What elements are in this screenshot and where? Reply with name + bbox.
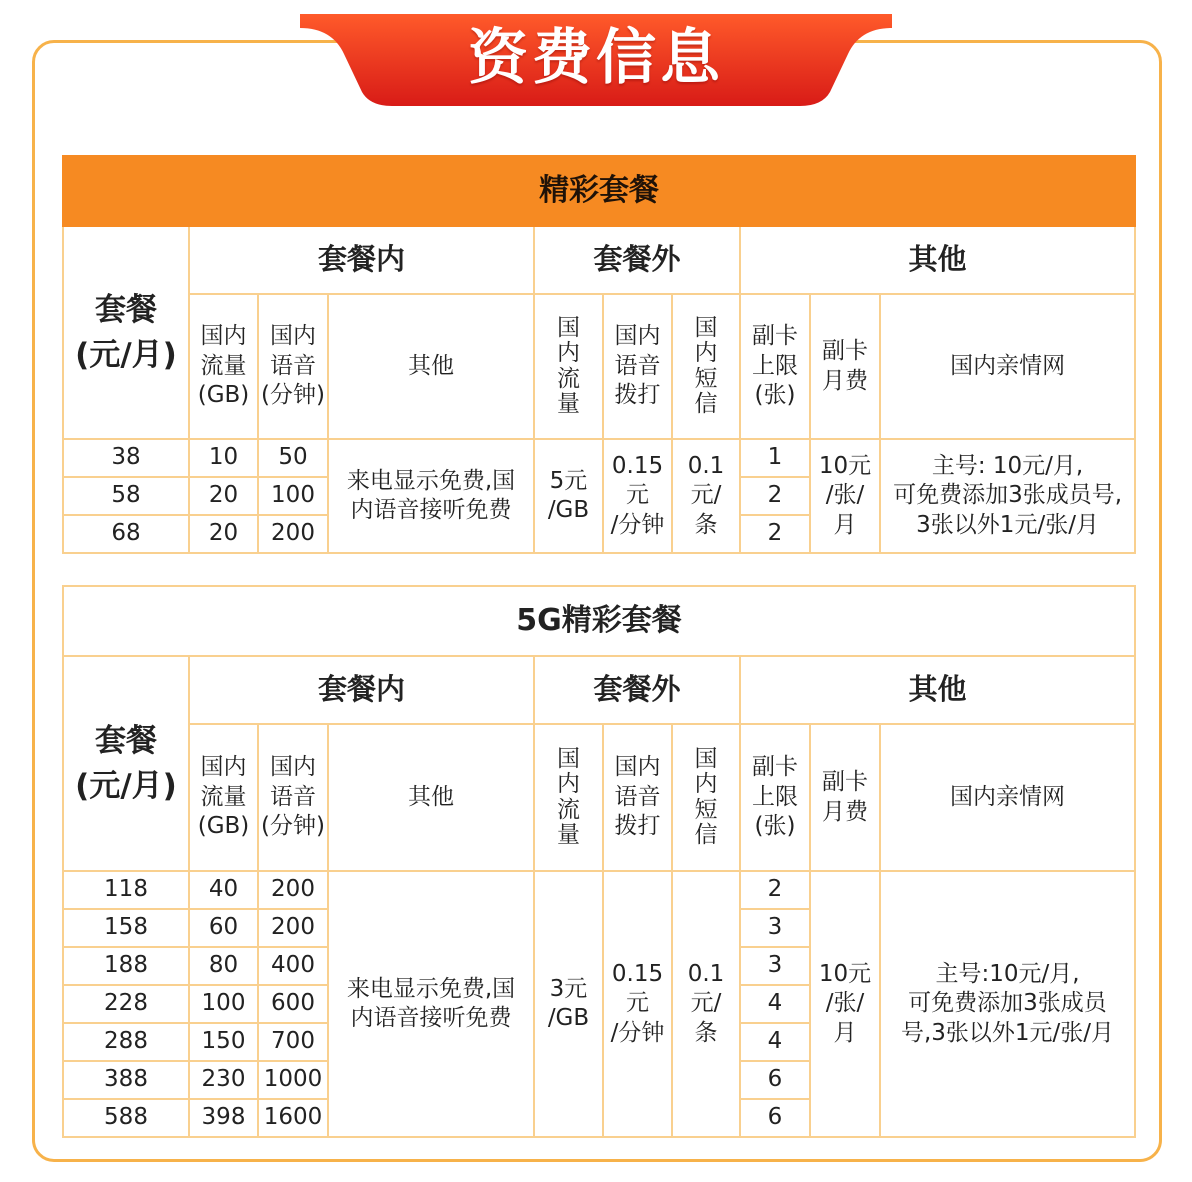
sub-fee-cell: 10元 /张/ 月 [810, 871, 880, 1137]
data-gb: 398 [189, 1099, 258, 1137]
voice-min: 400 [258, 947, 328, 985]
sub-fee-cell: 10元 /张/ 月 [810, 439, 880, 553]
out-sms-header: 国 内 短 信 [672, 294, 740, 439]
out-sms-cell: 0.1 元/ 条 [672, 871, 740, 1137]
sub-limit: 6 [740, 1061, 810, 1099]
in-other-header: 其他 [328, 294, 534, 439]
voice-min: 200 [258, 871, 328, 909]
out-data-header: 国 内 流 量 [534, 724, 603, 871]
group-other-header: 其他 [740, 656, 1135, 724]
group-out-header: 套餐外 [534, 226, 740, 294]
sub-limit: 3 [740, 909, 810, 947]
group-out-header: 套餐外 [534, 656, 740, 724]
sub-fee-header: 副卡 月费 [810, 294, 880, 439]
table-title: 精彩套餐 [63, 156, 1135, 226]
group-other-header: 其他 [740, 226, 1135, 294]
in-voice-header: 国内 语音 (分钟) [258, 724, 328, 871]
sub-limit: 6 [740, 1099, 810, 1137]
plan-price: 188 [63, 947, 189, 985]
banner [300, 14, 892, 106]
out-voice-header: 国内 语音 拨打 [603, 724, 672, 871]
family-header: 国内亲情网 [880, 724, 1135, 871]
table-title: 5G精彩套餐 [63, 586, 1135, 656]
plan-header: 套餐 (元/月) [63, 656, 189, 871]
plan-price: 228 [63, 985, 189, 1023]
data-gb: 20 [189, 477, 258, 515]
in-voice-header: 国内 语音 (分钟) [258, 294, 328, 439]
voice-min: 600 [258, 985, 328, 1023]
sub-limit: 2 [740, 477, 810, 515]
out-sms-cell: 0.1 元/ 条 [672, 439, 740, 553]
voice-min: 50 [258, 439, 328, 477]
plan-price: 388 [63, 1061, 189, 1099]
voice-min: 700 [258, 1023, 328, 1061]
plan-header: 套餐 (元/月) [63, 226, 189, 439]
plan-price: 288 [63, 1023, 189, 1061]
out-data-cell: 5元 /GB [534, 439, 603, 553]
sub-fee-header: 副卡 月费 [810, 724, 880, 871]
data-gb: 60 [189, 909, 258, 947]
out-data-cell: 3元 /GB [534, 871, 603, 1137]
plan-table-2 [62, 585, 1136, 1138]
plan-price: 588 [63, 1099, 189, 1137]
plan-price: 158 [63, 909, 189, 947]
family-header: 国内亲情网 [880, 294, 1135, 439]
data-gb: 40 [189, 871, 258, 909]
voice-min: 200 [258, 515, 328, 553]
in-other-header: 其他 [328, 724, 534, 871]
sub-limit: 4 [740, 985, 810, 1023]
plan-price: 118 [63, 871, 189, 909]
sub-limit: 2 [740, 871, 810, 909]
family-cell: 主号:10元/月, 可免费添加3张成员 号,3张以外1元/张/月 [880, 871, 1135, 1137]
out-voice-cell: 0.15 元 /分钟 [603, 439, 672, 553]
plan-table-1 [62, 155, 1136, 554]
out-voice-header: 国内 语音 拨打 [603, 294, 672, 439]
data-gb: 230 [189, 1061, 258, 1099]
plan-price: 58 [63, 477, 189, 515]
sub-limit: 2 [740, 515, 810, 553]
data-gb: 20 [189, 515, 258, 553]
voice-min: 1000 [258, 1061, 328, 1099]
plan-price: 38 [63, 439, 189, 477]
sub-limit: 3 [740, 947, 810, 985]
in-data-header: 国内 流量 (GB) [189, 294, 258, 439]
sub-limit: 4 [740, 1023, 810, 1061]
in-other-cell: 来电显示免费,国 内语音接听免费 [328, 439, 534, 553]
data-gb: 10 [189, 439, 258, 477]
group-in-header: 套餐内 [189, 226, 534, 294]
data-gb: 100 [189, 985, 258, 1023]
data-gb: 80 [189, 947, 258, 985]
sub-limit-header: 副卡 上限 (张) [740, 724, 810, 871]
plan-price: 68 [63, 515, 189, 553]
group-in-header: 套餐内 [189, 656, 534, 724]
voice-min: 1600 [258, 1099, 328, 1137]
voice-min: 100 [258, 477, 328, 515]
family-cell: 主号: 10元/月, 可免费添加3张成员号, 3张以外1元/张/月 [880, 439, 1135, 553]
voice-min: 200 [258, 909, 328, 947]
in-data-header: 国内 流量 (GB) [189, 724, 258, 871]
sub-limit-header: 副卡 上限 (张) [740, 294, 810, 439]
banner-title: 资费信息 [468, 23, 724, 93]
sub-limit: 1 [740, 439, 810, 477]
out-data-header: 国 内 流 量 [534, 294, 603, 439]
in-other-cell: 来电显示免费,国 内语音接听免费 [328, 871, 534, 1137]
out-sms-header: 国 内 短 信 [672, 724, 740, 871]
data-gb: 150 [189, 1023, 258, 1061]
out-voice-cell: 0.15 元 /分钟 [603, 871, 672, 1137]
